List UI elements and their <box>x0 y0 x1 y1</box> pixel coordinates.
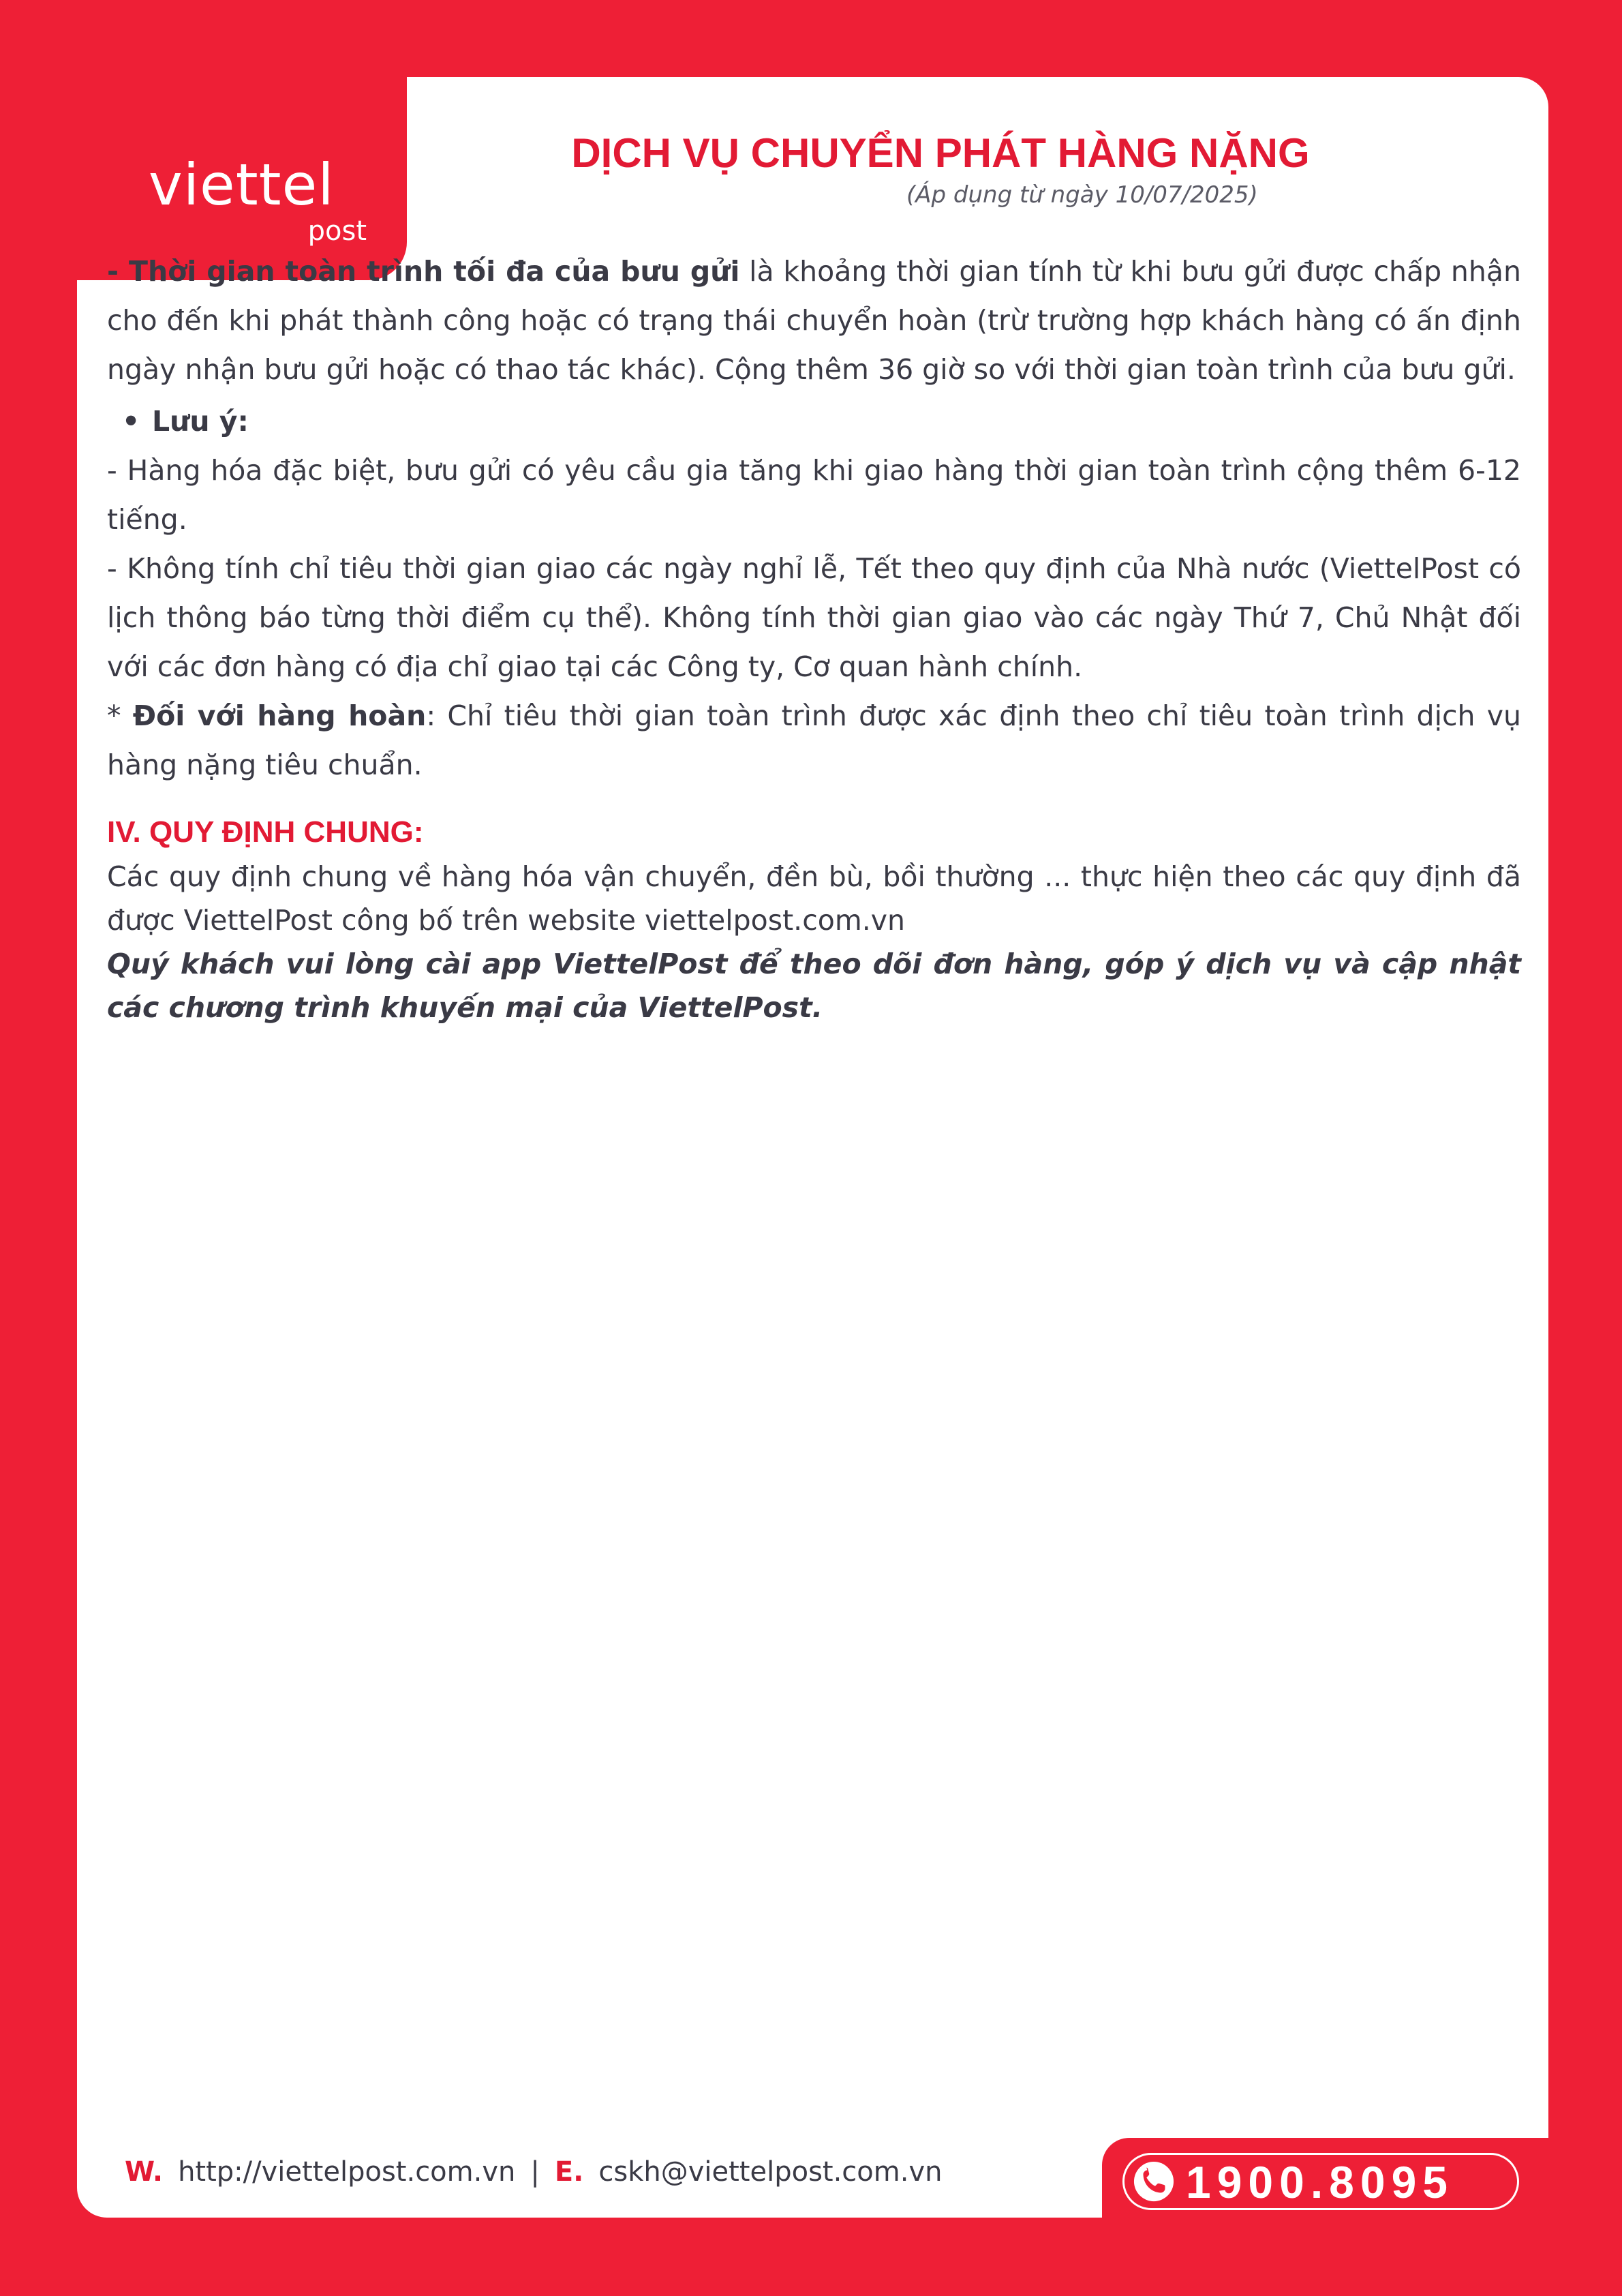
page-subtitle: (Áp dụng từ ngày 10/07/2025) <box>906 181 1258 209</box>
total-time-definition: là khoảng thời gian tính từ khi bưu gửi được chấp nhận cho đến khi phát thành công hoặc có trạng thái chuyển hoàn (trừ trường hợp khách hàng có ấn định ngày nhận bưu gửi hoặc có thao tác khác). Cộng thêm 36 giờ so với thời gian toàn trình của bưu gửi. <box>107 255 1521 386</box>
hotline-number: 1900.8095 <box>1186 2157 1454 2207</box>
page-title: DỊCH VỤ CHUYỂN PHÁT HÀNG NẶNG <box>571 130 1310 176</box>
web-label: W. <box>125 2156 164 2188</box>
viettelpost-logo <box>149 153 367 249</box>
website-link[interactable]: http://viettelpost.com.vn <box>178 2156 516 2188</box>
section-heading-general: IV. QUY ĐỊNH CHUNG: <box>107 815 424 849</box>
phone-icon <box>1133 2160 1175 2203</box>
footer-contact <box>125 2151 942 2192</box>
document-body <box>107 247 1521 1029</box>
note-label: Lưu ý: <box>152 405 249 438</box>
email-link[interactable]: cskh@viettelpost.com.vn <box>598 2156 943 2188</box>
bullet-dot-icon: • <box>122 405 140 438</box>
hotline-badge[interactable] <box>1122 2153 1519 2210</box>
note-special-goods: - Hàng hóa đặc biệt, bưu gửi có yêu cầu gia tăng khi giao hàng thời gian toàn trình cộng thêm 6-12 tiếng. <box>107 454 1521 536</box>
hotline-tab <box>1102 2138 1548 2218</box>
returns-prefix: * <box>107 699 133 732</box>
paragraph-total-time <box>107 247 1521 394</box>
general-rules-text: Các quy định chung về hàng hóa vận chuyển, đền bù, bồi thường ... thực hiện theo các quy định đã được ViettelPost công bố trên website viettelpost.com.vn <box>107 860 1521 937</box>
app-install-note: Quý khách vui lòng cài app ViettelPost để theo dõi đơn hàng, góp ý dịch vụ và cập nhật các chương trình khuyến mại của ViettelPost. <box>107 948 1521 1024</box>
note-bullet <box>107 397 1521 446</box>
paragraph-returns <box>107 691 1521 789</box>
footer-separator: | <box>530 2156 540 2188</box>
email-label: E. <box>554 2156 584 2188</box>
note-holidays: - Không tính chỉ tiêu thời gian giao các ngày nghỉ lễ, Tết theo quy định của Nhà nước (ViettelPost có lịch thông báo từng thời điểm cụ thể). Không tính thời gian giao vào các ngày Thứ 7, Chủ Nhật đối với các đơn hàng có địa chỉ giao tại các Công ty, Cơ quan hành chính. <box>107 552 1521 683</box>
logo-subword: post <box>307 215 367 247</box>
logo-wordmark: viettel <box>149 151 335 218</box>
total-time-term: - Thời gian toàn trình tối đa của bưu gửi <box>107 255 740 288</box>
returns-definition: : Chỉ tiêu thời gian toàn trình được xác định theo chỉ tiêu toàn trình dịch vụ hàng nặng tiêu chuẩn. <box>107 699 1521 781</box>
returns-term: Đối với hàng hoàn <box>132 699 427 732</box>
